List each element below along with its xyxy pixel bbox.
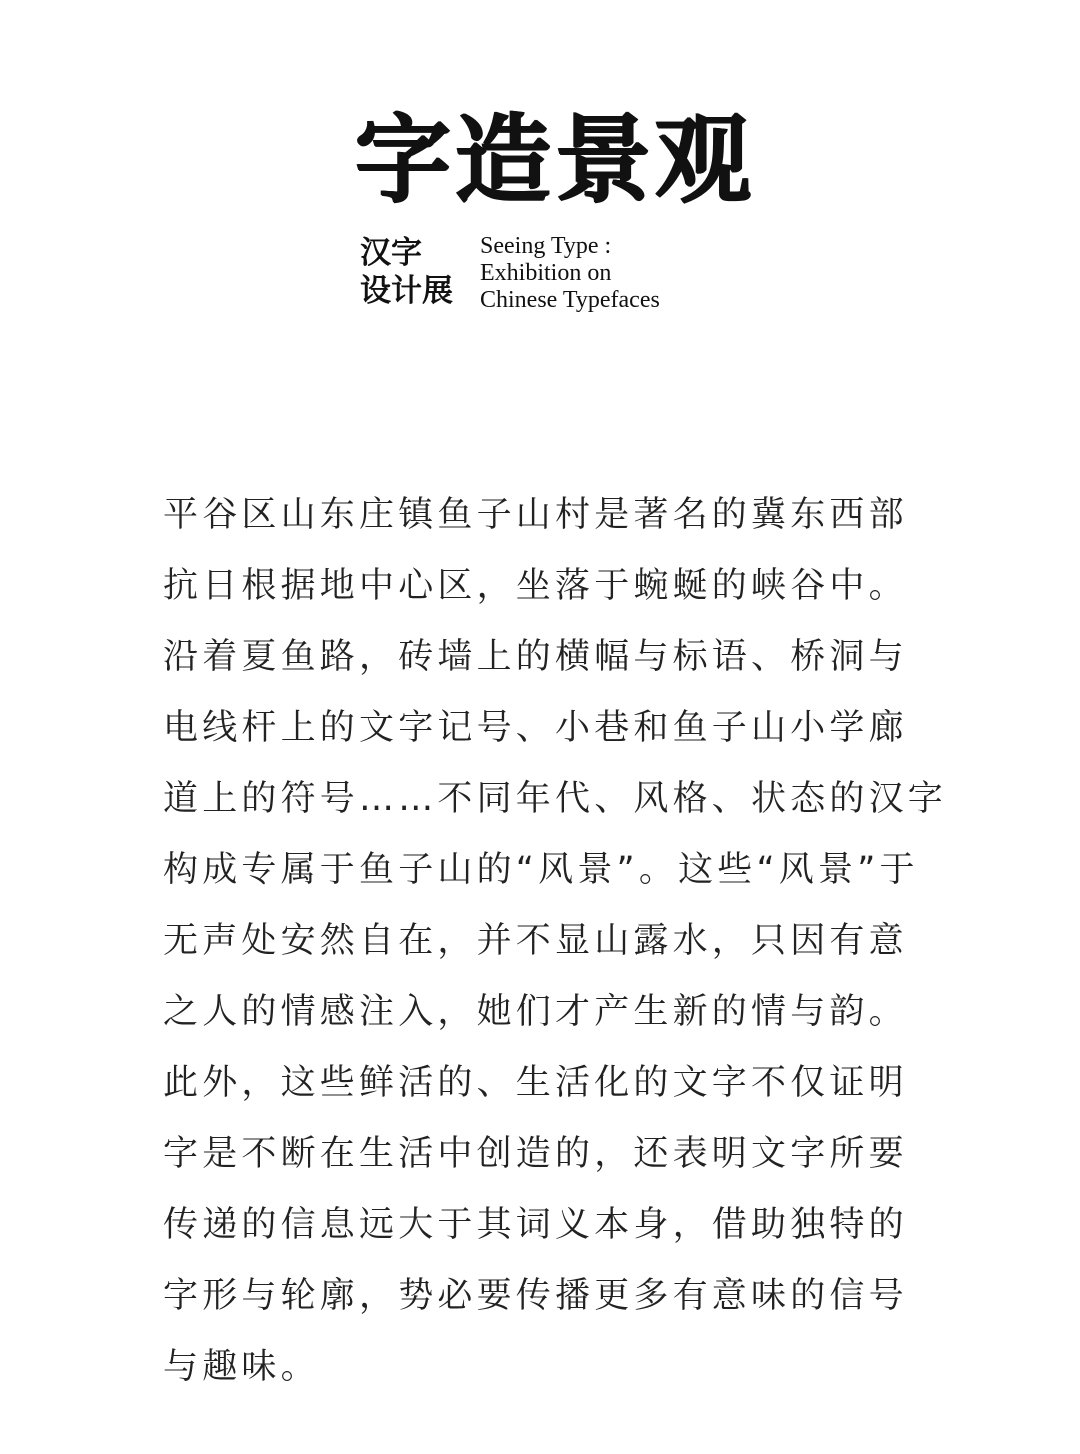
exhibition-header [0, 0, 1080, 360]
subtitle-chinese-line: 设计展 [360, 273, 453, 309]
paragraph-line: 字是不断在生活中创造的，还表明文字所要 [163, 1134, 908, 1174]
subtitle-english-line: Seeing Type : [480, 233, 612, 259]
paragraph-line: 平谷区山东庄镇鱼子山村是著名的冀东西部 [163, 495, 908, 535]
paragraph-line: 与趣味。 [163, 1347, 320, 1387]
paragraph-line: 之人的情感注入，她们才产生新的情与韵。 [163, 992, 908, 1032]
subtitle-english-line: Exhibition on [480, 260, 612, 286]
paragraph-line: 道上的符号……不同年代、风格、状态的汉字 [163, 779, 948, 819]
exhibition-title: 字造景观 [355, 103, 755, 216]
paragraph-line: 无声处安然自在，并不显山露水，只因有意 [163, 921, 908, 961]
description-paragraph [163, 480, 953, 1403]
paragraph-line: 传递的信息远大于其词义本身，借助独特的 [163, 1205, 908, 1245]
paragraph-line: 此外，这些鲜活的、生活化的文字不仅证明 [163, 1063, 908, 1103]
subtitle-chinese [360, 234, 470, 310]
subtitle-english [480, 233, 740, 314]
paragraph-line: 字形与轮廓，势必要传播更多有意味的信号 [163, 1276, 908, 1316]
subtitle-chinese-line: 汉字 [360, 235, 422, 271]
paragraph-line: 电线杆上的文字记号、小巷和鱼子山小学廊 [163, 708, 908, 748]
paragraph-line: 构成专属于鱼子山的“风景”。这些“风景”于 [163, 850, 919, 890]
paragraph-line: 沿着夏鱼路，砖墙上的横幅与标语、桥洞与 [163, 637, 908, 677]
paragraph-line: 抗日根据地中心区，坐落于蜿蜒的峡谷中。 [163, 566, 908, 606]
subtitle-english-line: Chinese Typefaces [480, 287, 660, 313]
